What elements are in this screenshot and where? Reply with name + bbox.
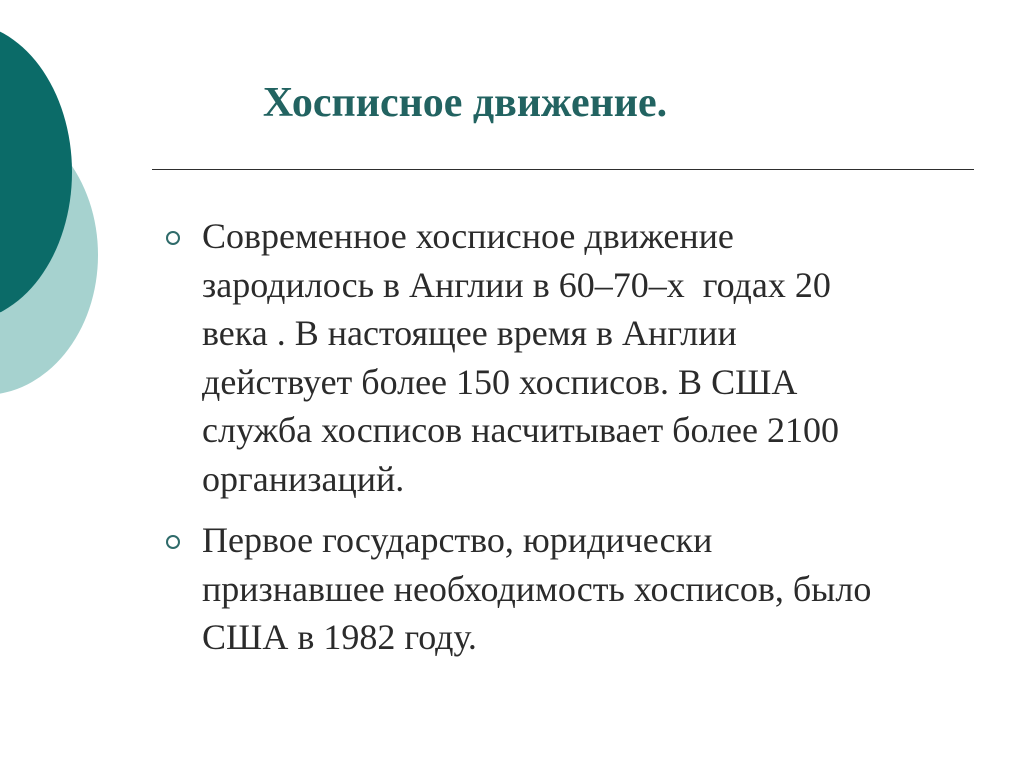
title-divider: [152, 169, 974, 170]
bullet-line: действует более 150 хосписов. В США: [202, 361, 798, 402]
bullet-line: США в 1982 году.: [202, 617, 477, 657]
hollow-circle-bullet-icon: [166, 231, 180, 245]
bullet-line: зародилось в Англии в 60–70–х годах 20: [202, 264, 831, 305]
bullet-line: Современное хосписное движение: [202, 216, 734, 256]
slide-title: [150, 78, 974, 128]
bullet-line: организаций.: [202, 458, 405, 499]
bullet-line: Первое государство, юридически: [202, 520, 713, 560]
bullet-list: [160, 212, 960, 675]
hollow-circle-bullet-icon: [166, 535, 180, 549]
bullet-line: признавшее необходимость хосписов, было: [202, 568, 872, 609]
bullet-item: [160, 212, 960, 503]
bullet-line: служба хосписов насчитывает более 2100: [202, 410, 839, 450]
bullet-item: [160, 516, 960, 662]
slide-title-text: Хосписное движение.: [262, 80, 668, 126]
bullet-line: века . В настоящее время в Англии: [202, 313, 737, 353]
